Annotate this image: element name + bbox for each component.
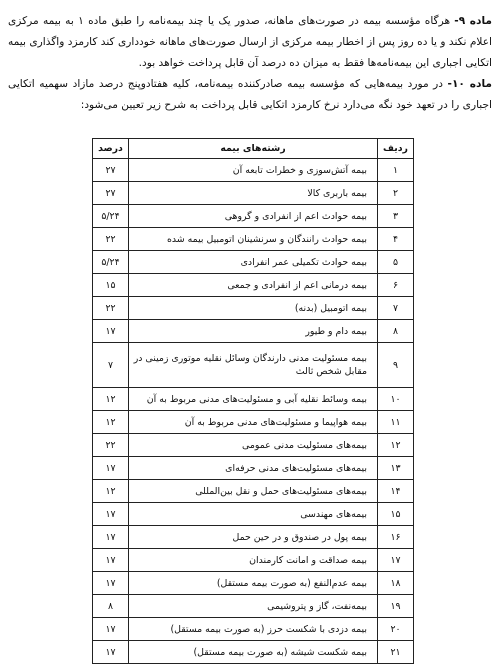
cell-insurance-line: بیمه دزدی با شکست حرز (به صورت بیمه مستقل) xyxy=(129,618,378,641)
cell-insurance-line: بیمه آتش‌سوزی و خطرات تابعه آن xyxy=(129,159,378,182)
cell-insurance-line: بیمه‌های مهندسی xyxy=(129,503,378,526)
table-row xyxy=(93,595,414,618)
cell-percent: ۱۲ xyxy=(93,480,129,503)
cell-insurance-line: بیمه حوادث اعم از انفرادی و گروهی xyxy=(129,205,378,228)
cell-insurance-line: بیمه عدم‌النفع (به صورت بیمه مستقل) xyxy=(129,572,378,595)
article-10-text: در مورد بیمه‌هایی که مؤسسه بیمه صادرکننده بیمه‌نامه، کلیه هفتادوپنج درصد مازاد سهمیه اتکایی اجباری را در تعهد خود نگه می‌دارد نرخ کارمزد اتکایی قابل پرداخت به شرح زیر تعیین می‌شود: xyxy=(8,77,492,111)
commission-rate-table xyxy=(92,138,414,664)
table-row xyxy=(93,434,414,457)
cell-row-number: ۱۳ xyxy=(378,457,414,480)
cell-percent: ۱۷ xyxy=(93,641,129,664)
cell-insurance-line: بیمه‌های مسئولیت‌های مدنی حرفه‌ای xyxy=(129,457,378,480)
table-row xyxy=(93,549,414,572)
table-row xyxy=(93,251,414,274)
cell-row-number: ۱۸ xyxy=(378,572,414,595)
cell-row-number: ۲۰ xyxy=(378,618,414,641)
cell-row-number: ۴ xyxy=(378,228,414,251)
table-row xyxy=(93,572,414,595)
cell-row-number: ۹ xyxy=(378,343,414,388)
cell-row-number: ۱۱ xyxy=(378,411,414,434)
cell-row-number: ۳ xyxy=(378,205,414,228)
cell-row-number: ۱۰ xyxy=(378,388,414,411)
table-row xyxy=(93,320,414,343)
cell-insurance-line: بیمه حوادث رانندگان و سرنشینان اتومبیل بیمه شده xyxy=(129,228,378,251)
cell-insurance-line: بیمه دام و طیور xyxy=(129,320,378,343)
table-row xyxy=(93,274,414,297)
table-row xyxy=(93,618,414,641)
header-insurance-line: رشته‌های بیمه xyxy=(129,139,378,159)
table-row xyxy=(93,297,414,320)
cell-row-number: ۲۱ xyxy=(378,641,414,664)
cell-percent: ۷ xyxy=(93,343,129,388)
cell-insurance-line: بیمه باربری کالا xyxy=(129,182,378,205)
cell-insurance-line: بیمه پول در صندوق و در حین حمل xyxy=(129,526,378,549)
article-10-label: ماده ۱۰- xyxy=(447,77,492,90)
article-10-paragraph xyxy=(8,74,492,116)
table-row xyxy=(93,388,414,411)
cell-row-number: ۱۷ xyxy=(378,549,414,572)
cell-row-number: ۶ xyxy=(378,274,414,297)
cell-insurance-line: بیمه صداقت و امانت کارمندان xyxy=(129,549,378,572)
article-9-label: ماده ۹- xyxy=(454,14,492,27)
table-row xyxy=(93,457,414,480)
table-row xyxy=(93,526,414,549)
cell-percent: ۱۷ xyxy=(93,549,129,572)
table-row xyxy=(93,411,414,434)
cell-percent: ۱۷ xyxy=(93,457,129,480)
header-row-number: ردیف xyxy=(378,139,414,159)
cell-percent: ۲۷ xyxy=(93,159,129,182)
cell-percent: ۸ xyxy=(93,595,129,618)
cell-insurance-line: بیمه وسائط نقلیه آبی و مسئولیت‌های مدنی مربوط به آن xyxy=(129,388,378,411)
cell-row-number: ۱۴ xyxy=(378,480,414,503)
cell-row-number: ۱ xyxy=(378,159,414,182)
cell-row-number: ۱۶ xyxy=(378,526,414,549)
table-row xyxy=(93,205,414,228)
cell-percent: ۱۷ xyxy=(93,618,129,641)
table-row xyxy=(93,182,414,205)
header-percent: درصد xyxy=(93,139,129,159)
table-row xyxy=(93,228,414,251)
cell-percent: ۲۲ xyxy=(93,297,129,320)
cell-insurance-line: بیمه اتومبیل (بدنه) xyxy=(129,297,378,320)
table-header-row xyxy=(93,139,414,159)
cell-percent: ۲۲ xyxy=(93,228,129,251)
cell-percent: ۱۷ xyxy=(93,572,129,595)
cell-percent: ۱۲ xyxy=(93,388,129,411)
cell-insurance-line: بیمه حوادث تکمیلی عمر انفرادی xyxy=(129,251,378,274)
cell-percent: ۵/۲۴ xyxy=(93,205,129,228)
cell-percent: ۱۷ xyxy=(93,320,129,343)
cell-insurance-line: بیمه‌نفت، گاز و پتروشیمی xyxy=(129,595,378,618)
cell-row-number: ۷ xyxy=(378,297,414,320)
article-9-paragraph xyxy=(8,11,492,74)
cell-insurance-line: بیمه درمانی اعم از انفرادی و جمعی xyxy=(129,274,378,297)
cell-row-number: ۱۲ xyxy=(378,434,414,457)
cell-percent: ۱۵ xyxy=(93,274,129,297)
cell-percent: ۲۷ xyxy=(93,182,129,205)
article-9-text: هرگاه مؤسسه بیمه در صورت‌های ماهانه، صدور یک یا چند بیمه‌نامه را طبق ماده ۱ به بیمه مرکزی اعلام نکند و یا ده روز پس از اخطار بیمه مرکزی از ارسال صورت‌های ماهانه خودداری کند کارمزد واگذاری بیمه اتکایی اجباری این بیمه‌نامه‌ها فقط به میزان ده درصد آن قابل پرداخت خواهد بود. xyxy=(8,14,492,69)
cell-percent: ۱۲ xyxy=(93,411,129,434)
cell-insurance-line: بیمه شکست شیشه (به صورت بیمه مستقل) xyxy=(129,641,378,664)
cell-insurance-line: بیمه‌های مسئولیت مدنی عمومی xyxy=(129,434,378,457)
table-row xyxy=(93,641,414,664)
cell-percent: ۱۷ xyxy=(93,526,129,549)
cell-insurance-line: بیمه‌های مسئولیت‌های حمل و نقل بین‌المللی xyxy=(129,480,378,503)
cell-insurance-line: بیمه هواپیما و مسئولیت‌های مدنی مربوط به آن xyxy=(129,411,378,434)
cell-row-number: ۲ xyxy=(378,182,414,205)
cell-insurance-line: بیمه مسئولیت مدنی دارندگان وسائل نقلیه موتوری زمینی در مقابل شخص ثالث xyxy=(129,343,378,388)
table-row xyxy=(93,480,414,503)
cell-row-number: ۱۹ xyxy=(378,595,414,618)
cell-percent: ۱۷ xyxy=(93,503,129,526)
table-row xyxy=(93,503,414,526)
table-row xyxy=(93,159,414,182)
cell-row-number: ۱۵ xyxy=(378,503,414,526)
cell-percent: ۵/۲۴ xyxy=(93,251,129,274)
cell-percent: ۲۲ xyxy=(93,434,129,457)
table-row xyxy=(93,343,414,388)
cell-row-number: ۸ xyxy=(378,320,414,343)
cell-row-number: ۵ xyxy=(378,251,414,274)
